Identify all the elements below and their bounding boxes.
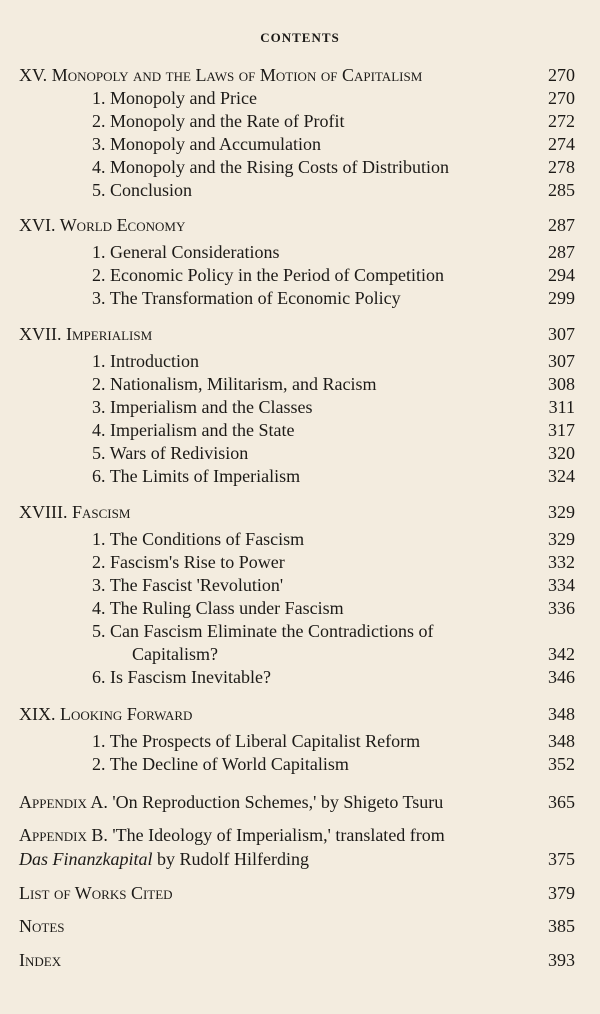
toc-item[interactable]: 4. Monopoly and the Rising Costs of Distribution 278 <box>92 157 575 177</box>
toc-item[interactable]: 1. The Prospects of Liberal Capitalist Reform 348 <box>92 731 575 751</box>
page-number: 285 <box>548 180 575 200</box>
toc-item[interactable]: 6. Is Fascism Inevitable? 346 <box>92 667 575 687</box>
toc-item[interactable]: 3. Imperialism and the Classes 311 <box>92 397 575 417</box>
page-number: 336 <box>548 598 575 618</box>
toc-item[interactable]: 2. The Decline of World Capitalism 352 <box>92 754 575 774</box>
page-number: 365 <box>548 792 575 812</box>
chapter-xviii[interactable] <box>0 500 600 524</box>
appendix-a[interactable]: Appendix A. 'On Reproduction Schemes,' by Shigeto Tsuru 365 <box>19 792 575 812</box>
page-number: 270 <box>548 88 575 108</box>
toc-item[interactable]: 2. Fascism's Rise to Power 332 <box>92 552 575 572</box>
toc-item[interactable]: 1. General Considerations 287 <box>92 242 575 262</box>
chapter-title: XV. Monopoly and the Laws of Motion of Capitalism <box>19 65 423 85</box>
toc-item[interactable]: 2. Monopoly and the Rate of Profit 272 <box>92 111 575 131</box>
toc-item-continuation[interactable]: Capitalism? 342 <box>132 644 575 664</box>
toc-item[interactable]: 2. Economic Policy in the Period of Competition 294 <box>92 265 575 285</box>
toc-item[interactable]: 3. The Transformation of Economic Policy 299 <box>92 288 575 308</box>
page-number: 334 <box>548 575 575 595</box>
page-number: 308 <box>548 374 575 394</box>
toc-item[interactable]: 4. Imperialism and the State 317 <box>92 420 575 440</box>
page-number: 329 <box>548 502 575 522</box>
chapter-title: XVI. World Economy <box>19 215 186 235</box>
appendix-b-continuation[interactable]: Das Finanzkapital by Rudolf Hilferding 375 <box>19 849 575 869</box>
page-number: 294 <box>548 265 575 285</box>
page-heading: CONTENTS <box>260 30 340 45</box>
notes[interactable]: Notes 385 <box>19 916 575 936</box>
page-number: 274 <box>548 134 575 154</box>
page-number: 311 <box>548 397 575 417</box>
chapter-title: XVIII. Fascism <box>19 502 131 522</box>
page-number: 379 <box>548 883 575 903</box>
page-number: 287 <box>548 215 575 235</box>
toc-item[interactable]: 3. The Fascist 'Revolution' 334 <box>92 575 575 595</box>
page-number: 348 <box>548 731 575 751</box>
chapter-xvi[interactable] <box>0 213 600 237</box>
page-number: 317 <box>548 420 575 440</box>
chapter-title: XVII. Imperialism <box>19 324 153 344</box>
page-number: 270 <box>548 65 575 85</box>
page-number: 324 <box>548 466 575 486</box>
page-number: 329 <box>548 529 575 549</box>
list-of-works-cited[interactable]: List of Works Cited 379 <box>19 883 575 903</box>
page-number: 352 <box>548 754 575 774</box>
chapter-xix[interactable] <box>0 702 600 726</box>
page-number: 299 <box>548 288 575 308</box>
toc-item[interactable]: 2. Nationalism, Militarism, and Racism 308 <box>92 374 575 394</box>
toc-item[interactable]: 3. Monopoly and Accumulation 274 <box>92 134 575 154</box>
toc-item[interactable]: 5. Wars of Redivision 320 <box>92 443 575 463</box>
chapter-xvii[interactable] <box>0 322 600 346</box>
page-number: 348 <box>548 704 575 724</box>
toc-item[interactable]: 1. Monopoly and Price 270 <box>92 88 575 108</box>
index[interactable]: Index 393 <box>19 950 575 970</box>
page-number: 393 <box>548 950 575 970</box>
toc-item[interactable]: 5. Can Fascism Eliminate the Contradictions of <box>92 621 434 641</box>
toc-item[interactable]: 5. Conclusion 285 <box>92 180 575 200</box>
toc-item[interactable]: 6. The Limits of Imperialism 324 <box>92 466 575 486</box>
page-number: 278 <box>548 157 575 177</box>
page-number: 287 <box>548 242 575 262</box>
page-number: 385 <box>548 916 575 936</box>
chapter-title: XIX. Looking Forward <box>19 704 193 724</box>
page-number: 342 <box>548 644 575 664</box>
page-number: 375 <box>548 849 575 869</box>
toc-item[interactable]: 4. The Ruling Class under Fascism 336 <box>92 598 575 618</box>
page-number: 346 <box>548 667 575 687</box>
page-number: 307 <box>548 324 575 344</box>
toc-item[interactable]: 1. The Conditions of Fascism 329 <box>92 529 575 549</box>
page-number: 307 <box>548 351 575 371</box>
page-number: 320 <box>548 443 575 463</box>
page-number: 272 <box>548 111 575 131</box>
chapter-xv[interactable] <box>0 63 600 87</box>
page-number: 332 <box>548 552 575 572</box>
appendix-b[interactable]: Appendix B. 'The Ideology of Imperialism,' translated from <box>19 825 445 845</box>
toc-item[interactable]: 1. Introduction 307 <box>92 351 575 371</box>
